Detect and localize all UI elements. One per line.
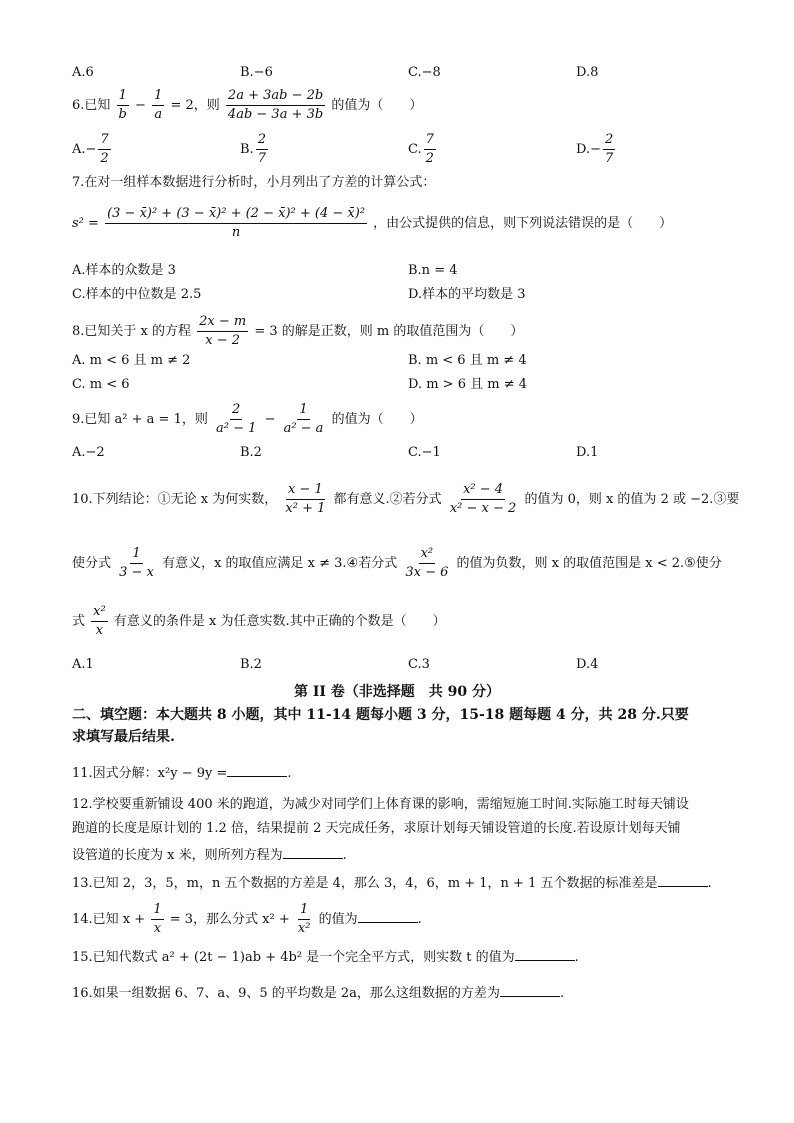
q10-l2-a: 使分式 [72,556,112,571]
q15-answer-blank[interactable] [515,948,575,961]
q11-text: 11.因式分解：x²y − 9y = [72,766,228,781]
q16-text: 16.如果一组数据 6、7、a、9、5 的平均数是 2a，那么这组数据的方差为 [72,986,500,1001]
q9-frac-1 [214,402,258,437]
q6-stem [72,88,422,123]
q11 [72,764,292,783]
q6-frac-1-num: 1 [117,88,129,106]
q8-option-d: D. m > 6 且 m ≠ 4 [408,377,527,392]
q13-end: . [707,876,712,891]
q6-frac-2-den: a [154,107,163,122]
q5-option-c: C.−8 [408,65,441,80]
section-2-heading-line-1: 二、填空题：本大题共 8 小题，其中 11-14 题每小题 3 分，15-18 题每题 4 分，共 28 分.只要 [72,707,689,723]
q14-f1-den: x [153,921,162,936]
q10-l2-f1-num: 1 [130,546,142,564]
q14-frac-2 [296,902,313,937]
q6-b-pre: B. [240,142,254,157]
q6-c-den: 2 [425,151,434,166]
q9-option-c: C.−1 [408,445,441,460]
q14-frac-1 [151,902,163,937]
q12-line-2: 跑道的长度是原计划的 1.2 倍，结果提前 2 天完成任务，求原计划每天铺设管道的长度.若设原计划每天铺 [72,821,681,836]
q11-end: . [287,766,292,781]
q10-line-2 [72,546,722,581]
q10-l2-frac-2 [403,546,450,581]
q6-option-c [408,132,438,167]
q6-expr [226,88,325,123]
q9-minus: − [264,412,276,427]
q12-answer-blank[interactable] [283,846,343,859]
q8-option-b: B. m < 6 且 m ≠ 4 [408,353,527,368]
q14 [72,902,422,937]
q13-answer-blank[interactable] [658,874,708,887]
q8-option-a: A. m < 6 且 m ≠ 2 [72,353,191,368]
q10-l3-f1-den: x [95,623,104,638]
q7-option-b: B.n = 4 [408,263,458,278]
q10-l2-frac-1 [117,546,156,581]
q14-answer-blank[interactable] [358,910,418,923]
q6-d-num: 2 [603,132,615,150]
q6-frac-1 [117,88,129,123]
q7-variance-den: n [231,225,241,240]
q8-option-c: C. m < 6 [72,377,130,392]
q10-l3-b: 有意义的条件是 x 为任意实数.其中正确的个数是（ ） [113,614,446,629]
q6-b-den: 7 [257,151,266,166]
q14-f2-den: x² [297,921,311,936]
q14-c: 的值为 [318,912,358,927]
q15 [72,948,579,967]
q9-option-d: D.1 [576,445,599,460]
q10-l3-frac [91,604,108,639]
q9-prefix: 9.已知 a² + a = 1，则 [72,412,208,427]
q10-l1-frac-2 [448,482,518,517]
q9-tail: 的值为（ ） [331,412,423,427]
q6-prefix: 6.已知 [72,98,111,113]
q6-option-a [72,132,113,167]
q6-b-num: 2 [256,132,268,150]
q13 [72,874,712,893]
q10-l3-f1-num: x² [91,604,108,622]
q14-f1-num: 1 [151,902,163,920]
q12-l3-text: 设管道的长度为 x 米，则所列方程为 [72,848,283,863]
q10-l1-f2-num: x² − 4 [461,482,505,500]
q10-l2-f2-num: x² [419,546,436,564]
q10-option-b: B.2 [240,657,262,672]
q11-answer-blank[interactable] [227,764,287,777]
q6-a-frac [98,132,110,167]
q6-frac-2-num: 1 [152,88,164,106]
q7-variance-frac [105,206,367,241]
q10-line-1 [72,482,739,517]
q6-expr-num: 2a + 3ab − 2b [226,88,325,106]
q16-answer-blank[interactable] [500,984,560,997]
q6-a-pre: A.− [72,142,97,157]
q6-c-pre: C. [408,142,422,157]
q10-l1-frac-1 [283,482,327,517]
q13-text: 13.已知 2，3，5，m，n 五个数据的方差是 4，那么 3，4，6，m + 1，n + 1 五个数据的标准差是 [72,876,658,891]
q8-den: x − 2 [205,333,241,348]
q10-l2-f1-den: 3 − x [119,565,154,580]
q12-line-3 [72,846,347,865]
q12-line-1: 12.学校要重新铺设 400 米的跑道，为减少对同学们上体育课的影响，需缩短施工时间.实际施工时每天铺设 [72,797,689,812]
q10-l2-b: 有意义，x 的取值应满足 x ≠ 3.④若分式 [162,556,398,571]
section-2-heading-line-2: 求填写最后结果. [72,729,175,745]
q7-s2: s² = [72,216,99,231]
q9-option-a: A.−2 [72,445,105,460]
q9-option-b: B.2 [240,445,262,460]
q6-d-pre: D.− [576,142,601,157]
q6-option-d [576,132,617,167]
q10-l1-f1-den: x² + 1 [285,501,326,516]
q5-option-d: D.8 [576,65,599,80]
q16 [72,984,564,1003]
q6-d-frac [603,132,615,167]
q9-frac-1-num: 2 [230,402,242,420]
q8-stem [72,314,523,349]
q15-text: 15.已知代数式 a² + (2t − 1)ab + 4b² 是一个完全平方式，则实数 t 的值为 [72,950,515,965]
q10-option-c: C.3 [408,657,430,672]
q10-l1-f2-den: x² − x − 2 [449,501,517,516]
q6-minus: − [135,98,146,113]
q5-option-b: B.−6 [240,65,273,80]
q6-expr-den: 4ab − 3a + 3b [227,107,324,122]
q6-c-frac [424,132,436,167]
q10-l1-f1-num: x − 1 [286,482,325,500]
q10-line-3 [72,604,446,639]
q7-tail: ，由公式提供的信息，则下列说法错误的是（ ） [373,216,673,231]
q9-frac-2 [282,402,326,437]
q6-d-den: 7 [604,151,614,166]
q10-l3-a: 式 [72,614,86,629]
q7-stem: 7.在对一组样本数据进行分析时，小月列出了方差的计算公式： [72,175,436,190]
q10-l1-b: 都有意义.②若分式 [333,492,442,507]
q10-l1-a: 10.下列结论：①无论 x 为何实数， [72,492,278,507]
q12-end: . [342,848,347,863]
section-2-title: 第 II 卷（非选择题 共 90 分） [293,684,501,700]
q8-num: 2x − m [197,314,248,332]
q6-option-b [240,132,270,167]
q9-stem [72,402,423,437]
q9-frac-2-num: 1 [297,402,309,420]
q10-l2-f2-den: 3x − 6 [405,565,449,580]
q6-b-frac [256,132,268,167]
q9-frac-2-den: a² − a [283,421,324,436]
q7-option-c: C.样本的中位数是 2.5 [72,287,202,302]
q7-formula [72,206,672,241]
q6-c-num: 7 [424,132,436,150]
q10-option-d: D.4 [576,657,599,672]
q5-option-a: A.6 [72,65,94,80]
q6-a-den: 2 [100,151,109,166]
q10-l1-c: 的值为 0，则 x 的值为 2 或 −2.③要 [524,492,740,507]
q14-b: = 3，那么分式 x² + [169,912,290,927]
q14-end: . [417,912,422,927]
q16-end: . [559,986,565,1001]
q7-option-d: D.样本的平均数是 3 [408,287,526,302]
q8-tail: = 3 的解是正数，则 m 的取值范围为（ ） [254,324,524,339]
q8-frac [197,314,248,349]
q10-l2-c: 的值为负数，则 x 的取值范围是 x < 2.⑤使分 [456,556,722,571]
q10-option-a: A.1 [72,657,94,672]
q6-a-num: 7 [98,132,110,150]
q6-frac-2 [152,88,164,123]
q14-f2-num: 1 [298,902,310,920]
q15-end: . [574,950,579,965]
q6-eq: = 2，则 [170,98,220,113]
q9-frac-1-den: a² − 1 [215,421,257,436]
q7-option-a: A.样本的众数是 3 [72,263,176,278]
q8-prefix: 8.已知关于 x 的方程 [72,324,191,339]
q14-a: 14.已知 x + [72,912,146,927]
q7-variance-num: (3 − x̄)² + (3 − x̄)² + (2 − x̄)² + (4 − x̄)² [105,206,367,224]
q6-frac-1-den: b [118,107,127,122]
q6-suffix: 的值为（ ） [331,98,423,113]
